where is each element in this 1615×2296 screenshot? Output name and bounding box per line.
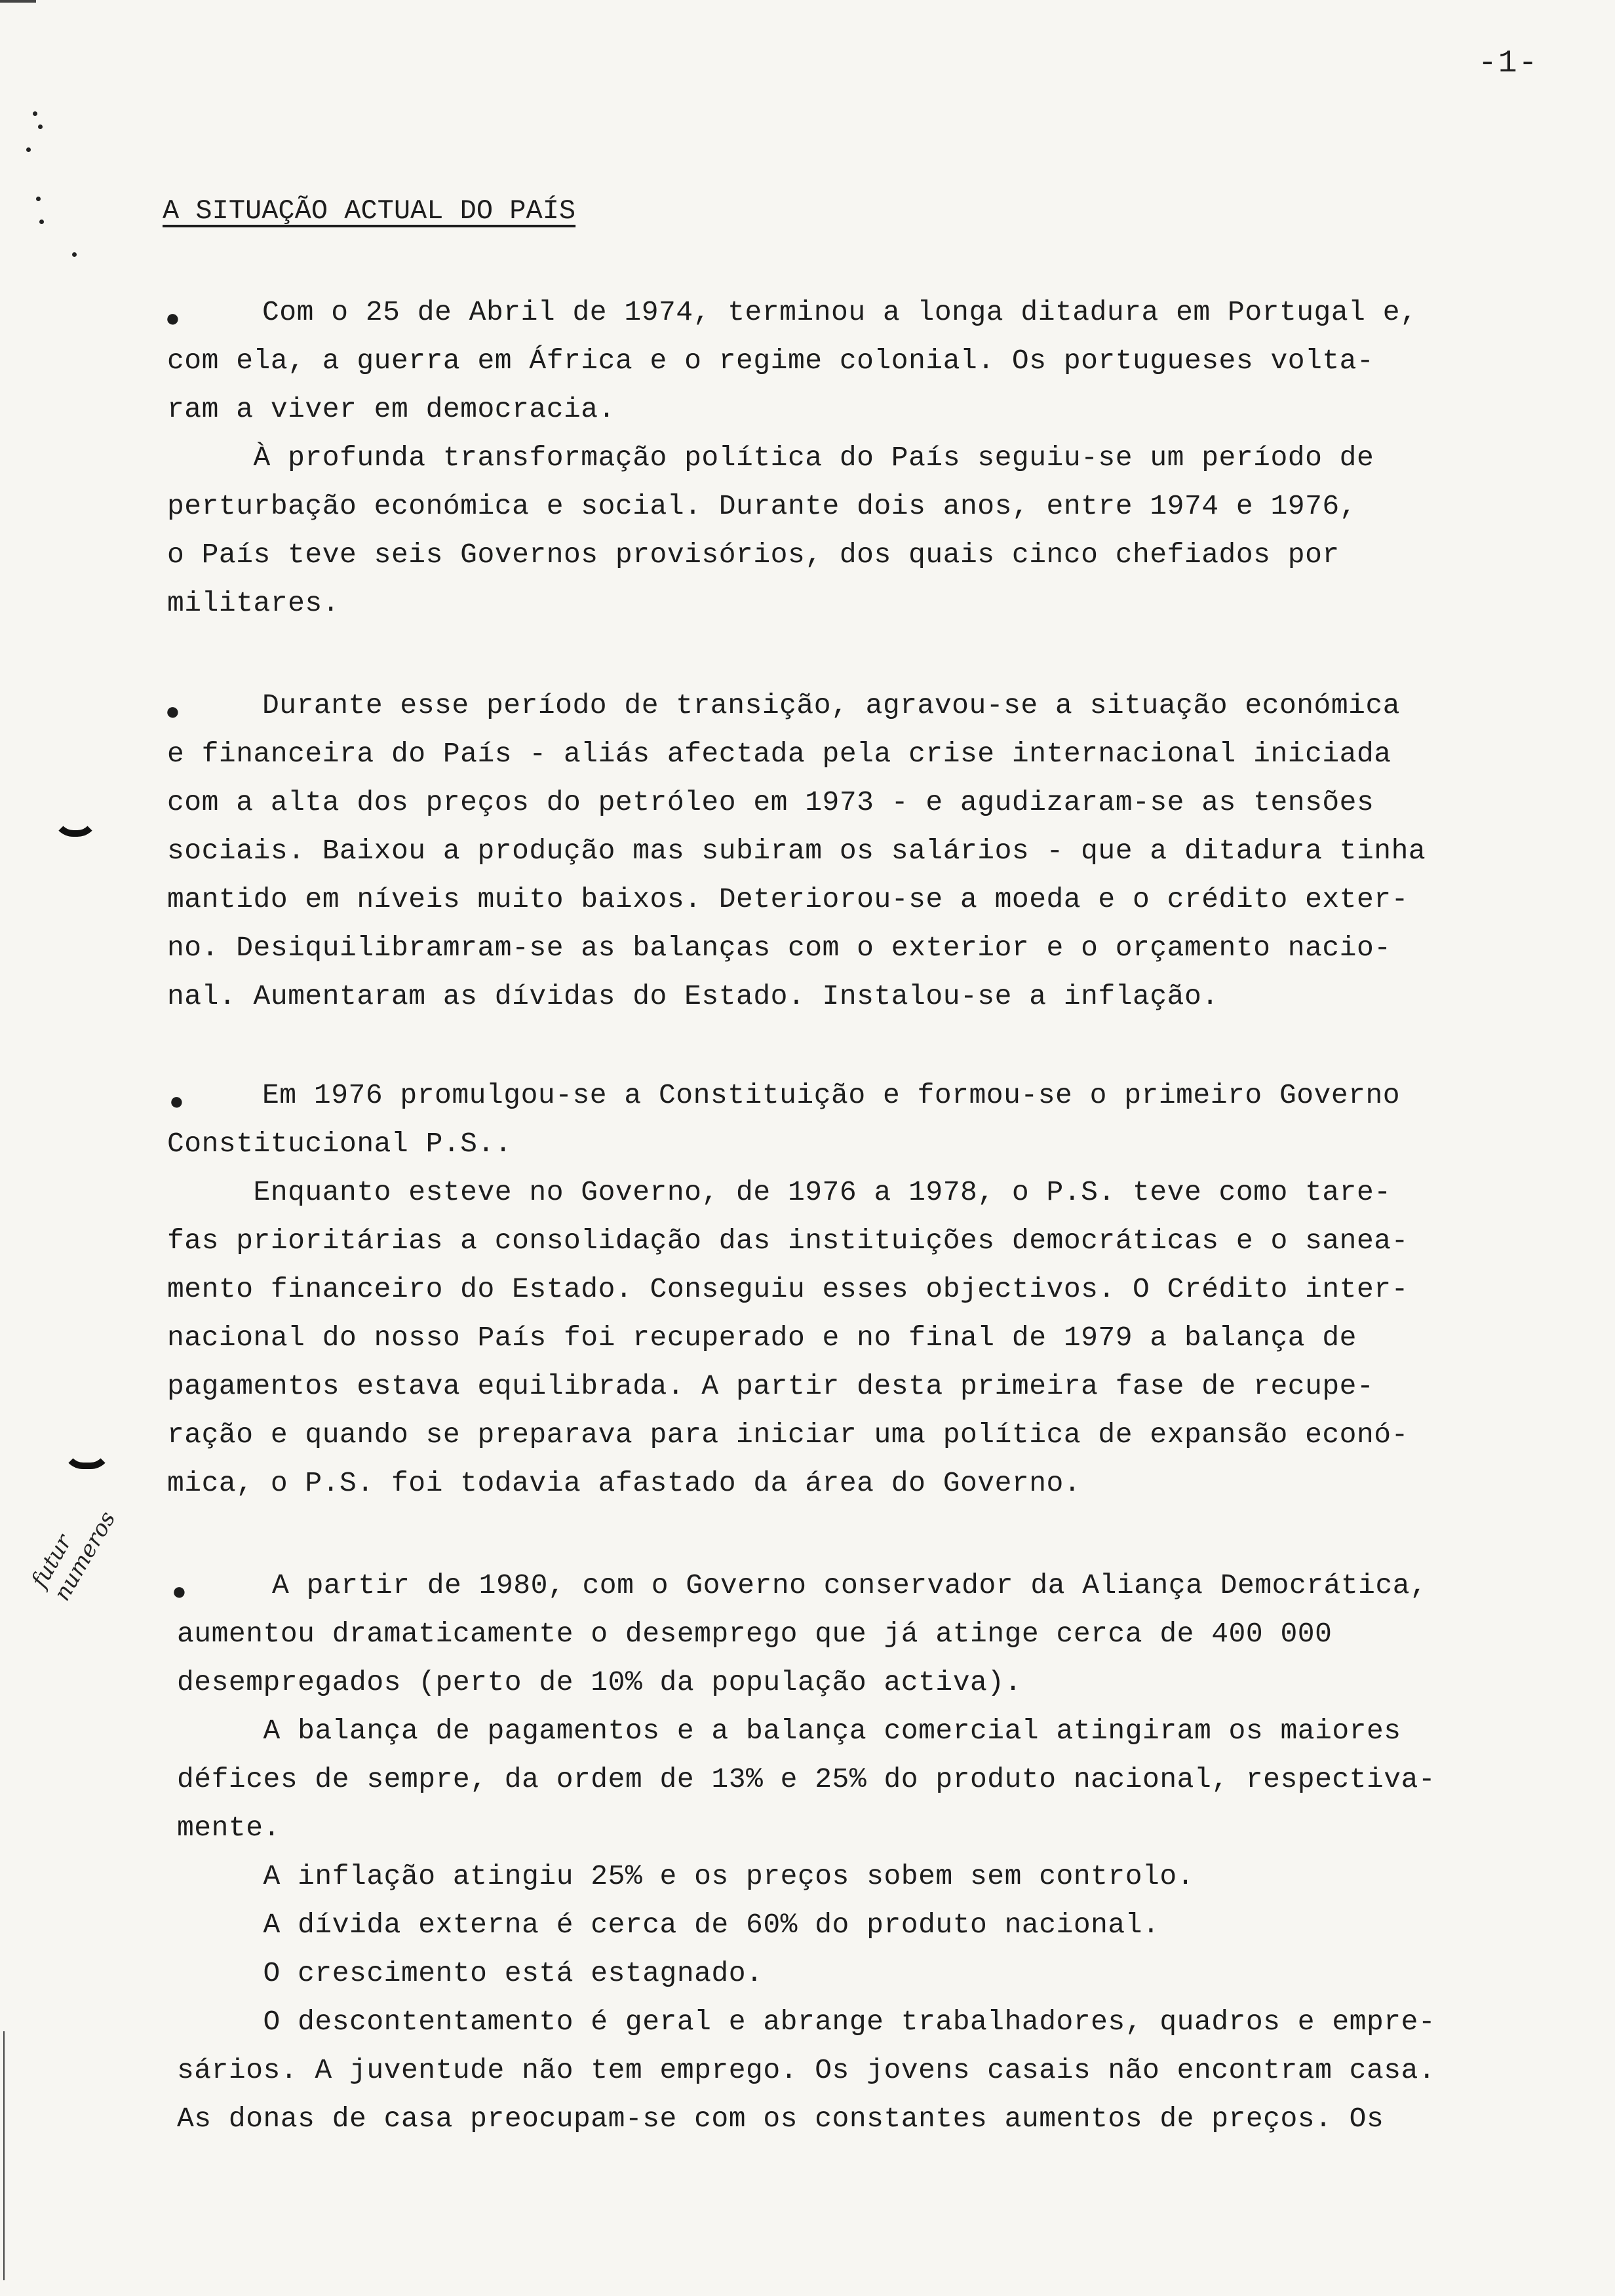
- paragraph-1: Com o 25 de Abril de 1974, terminou a longa ditadura em Portugal e, com ela, a guerra em África e o regime colonial. Os portugueses volta- ram a viver em democracia. À profunda transformação política do País seguiu-se um período de perturbação económica e social. Durante dois anos, entre 1974 e 1976, o País teve seis Governos provisórios, dos quais cinco chefiados por militares.: [167, 296, 1418, 619]
- page-number: -1-: [1478, 46, 1539, 81]
- paragraph-4: A partir de 1980, com o Governo conservador da Aliança Democrática, aumentou dramaticamente o desemprego que já atinge cerca de 400 000 desempregados (perto de 10% da população activa). A balança de pagamentos e a balança comercial atingiram os maiores défices de sempre, da ordem de 13% e 25% do produto nacional, respectiva- mente. A inflação atingiu 25% e os preços sobem sem controlo. A dívida externa é cerca de 60% do produto nacional. O crescimento está estagnado. O descontentamento é geral e abrange trabalhadores, quadros e empre- sários. A juventude não tem emprego. Os jovens casais não encontram casa. As donas de casa preocupam-se com os constantes aumentos de preços. Os: [177, 1569, 1436, 2135]
- scan-speck: [33, 111, 37, 116]
- page-title: A SITUAÇÃO ACTUAL DO PAÍS: [163, 195, 576, 227]
- scan-speck: [72, 252, 77, 257]
- margin-bracket-mark: [62, 1448, 111, 1469]
- handwritten-annotation: futur numeros: [26, 1506, 121, 1605]
- bullet-4: ●: [172, 1579, 187, 1607]
- margin-bracket-mark: [52, 816, 98, 837]
- paragraph-2: Durante esse período de transição, agravou-se a situação económica e financeira do País - aliás afectada pela crise internacional iniciada com a alta dos preços do petróleo em 1973 - e agudizaram-se as tensões sociais. Baixou a produção mas subiram os salários - que a ditadura tinha mantido em níveis muito baixos. Deteriorou-se a moeda e o crédito exter- no. Desiquilibramram-se as balanças com o exterior e o orçamento nacio- nal. Aumentaram as dívidas do Estado. Instalou-se a inflação.: [167, 689, 1426, 1012]
- bullet-2: ●: [165, 699, 180, 727]
- scan-speck: [39, 220, 44, 224]
- scan-speck: [36, 197, 41, 201]
- scan-edge-line: [3, 2031, 5, 2280]
- paragraph-3: Em 1976 promulgou-se a Constituição e formou-se o primeiro Governo Constitucional P.S.. Enquanto esteve no Governo, de 1976 a 1978, o P.S. teve como tare- fas prioritárias a consolidação das instituições democráticas e o sanea- mento financeiro do Estado. Conseguiu esses objectivos. O Crédito inter- nacional do nosso País foi recuperado e no final de 1979 a balança de pagamentos estava equilibrada. A partir desta primeira fase de recupe- ração e quando se preparava para iniciar uma política de expansão econó- mica, o P.S. foi todavia afastado da área do Governo.: [167, 1079, 1409, 1499]
- bullet-3: ●: [169, 1089, 184, 1117]
- scan-speck: [38, 124, 43, 129]
- scan-edge-line: [0, 0, 36, 3]
- bullet-1: ●: [165, 306, 180, 334]
- scan-speck: [26, 147, 31, 152]
